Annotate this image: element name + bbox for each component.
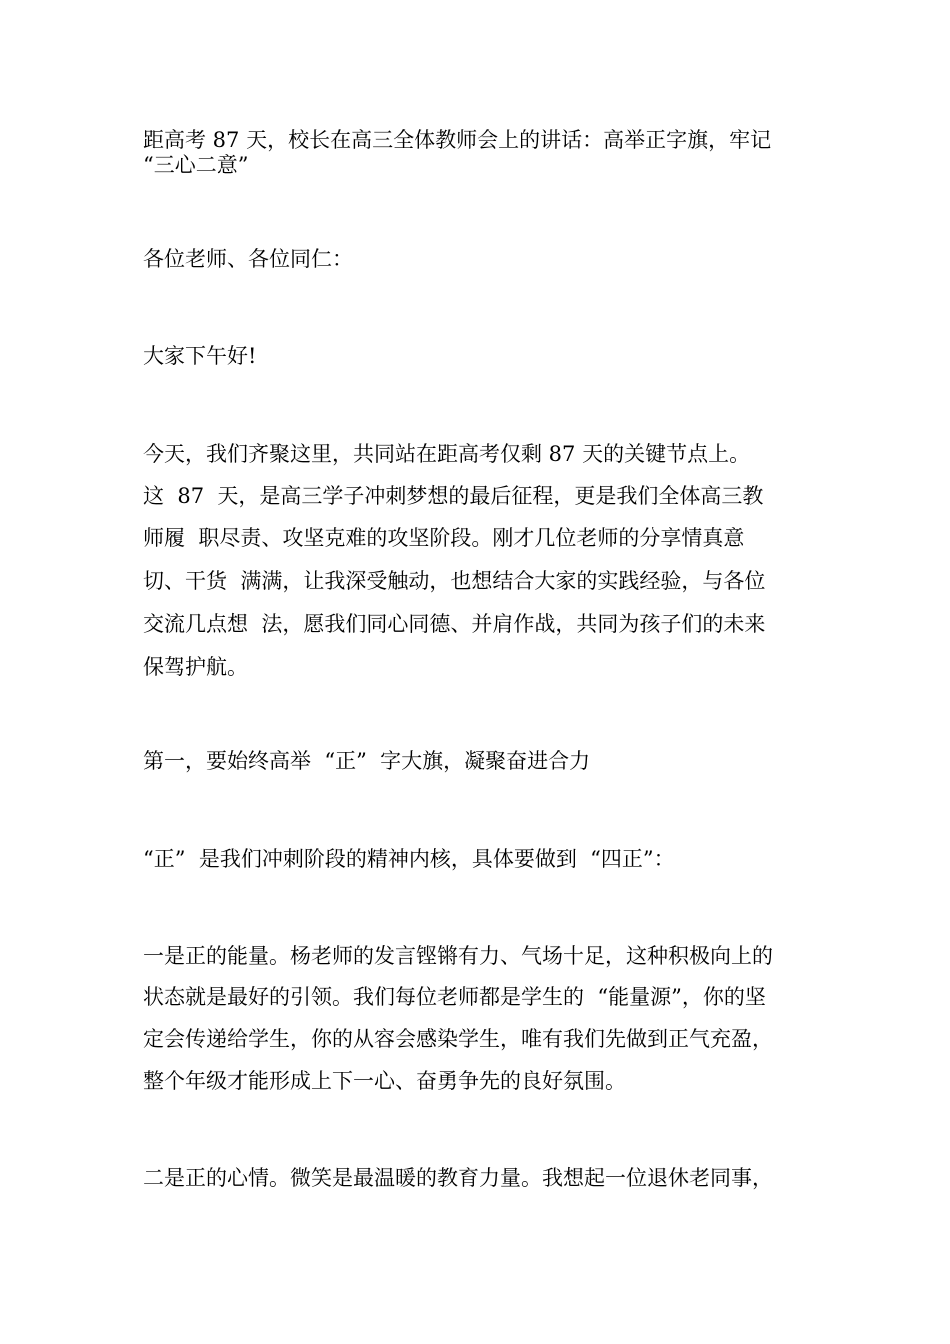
greeting-text: 大家下午好!	[143, 344, 257, 368]
document-title	[143, 128, 815, 178]
section-1-intro	[143, 845, 815, 874]
section-1-heading	[143, 747, 815, 776]
salutation-text: 各位老师、各位同仁：	[143, 247, 353, 271]
point-1-line-3: 定会传递给学生，你的从容会感染学生，唯有我们先做到正气充盈，	[143, 1027, 773, 1051]
section-1-heading-text: 第一，要始终高举 “正” 字大旗，凝聚奋进合力	[143, 749, 591, 773]
point-1-line-4: 整个年级才能形成上下一心、奋勇争先的良好氛围。	[143, 1069, 626, 1093]
point-2-paragraph	[143, 1164, 815, 1193]
point-1-line-2: 状态就是最好的引领。我们每位老师都是学生的 “能量源”，你的坚	[143, 985, 766, 1009]
intro-line-5: 交流几点想 法，愿我们同心同德、并肩作战，共同为孩子们的未来	[143, 612, 766, 636]
intro-line-4: 切、干货 满满，让我深受触动，也想结合大家的实践经验，与各位	[143, 569, 766, 593]
point-1-line-1: 一是正的能量。杨老师的发言铿锵有力、气场十足，这种积极向上的	[143, 944, 773, 968]
intro-line-6: 保驾护航。	[143, 655, 248, 679]
title-line-2: “三心二意”	[143, 153, 249, 177]
point-2-line-1: 二是正的心情。微笑是最温暖的教育力量。我想起一位退休老同事，	[143, 1166, 773, 1190]
intro-line-1: 今天，我们齐聚这里，共同站在距高考仅剩 87 天的关键节点上。	[143, 442, 751, 466]
salutation	[143, 245, 815, 274]
greeting	[143, 342, 815, 371]
intro-line-3: 师履 职尽责、攻坚克难的攻坚阶段。刚才几位老师的分享情真意	[143, 526, 745, 550]
title-line-1: 距高考 87 天，校长在高三全体教师会上的讲话：高举正字旗，牢记	[143, 128, 772, 152]
section-1-intro-text: “正” 是我们冲刺阶段的精神内核，具体要做到 “四正”：	[143, 847, 675, 871]
intro-line-2: 这 87 天，是高三学子冲刺梦想的最后征程，更是我们全体高三教	[143, 484, 764, 508]
intro-paragraph	[143, 440, 815, 682]
point-1-paragraph	[143, 942, 815, 1096]
